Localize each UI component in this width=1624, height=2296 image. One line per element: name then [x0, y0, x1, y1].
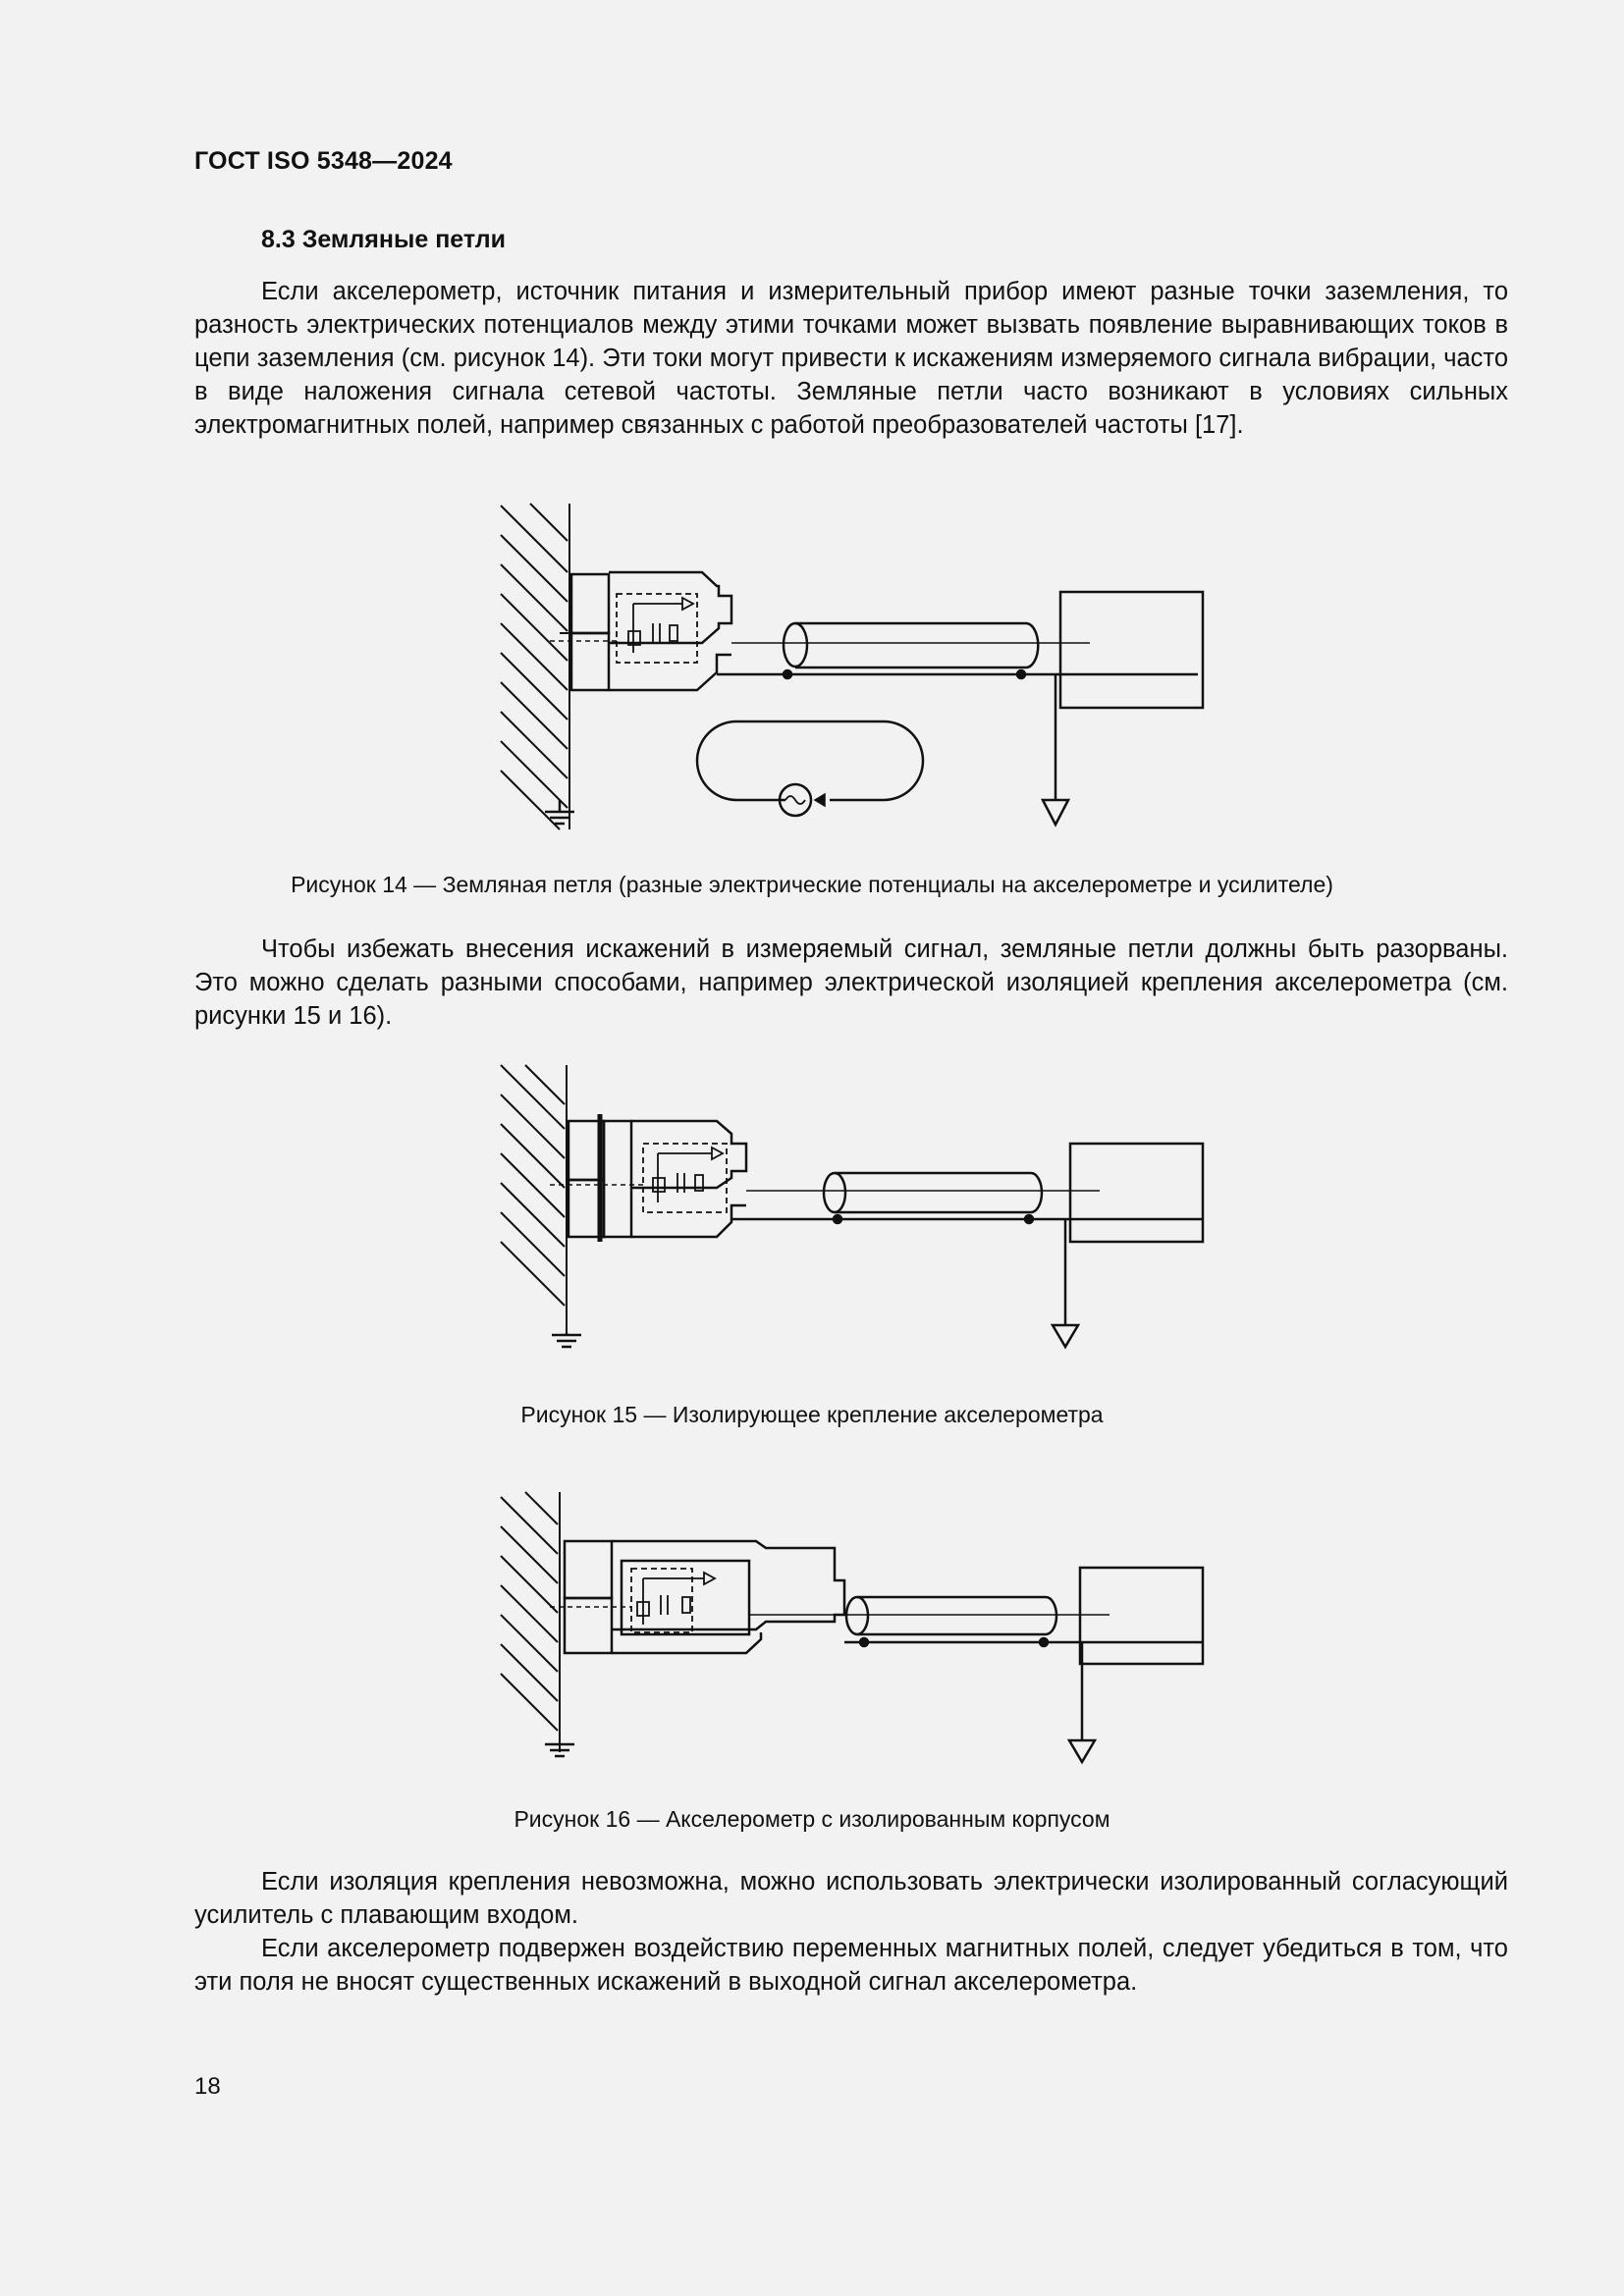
- wall-hatching: [501, 1065, 567, 1335]
- paragraph-1: Если акселерометр, источник питания и измерительный прибор имеют разные точки заземления, то разность электрических потенциалов между этими точками может вызвать появление выравнивающих токов в цепи заземления (см. рисунок 14). Эти токи могут привести к искажениям измеряемого сигнала вибрации, часто в виде наложения сигнала сетевой частоты. Земляные петли часто возникают в условиях сильных электромагнитных полей, например связанных с работой преобразователей частоты [17].: [194, 278, 1508, 439]
- amplifier-box: [1080, 1568, 1203, 1740]
- ground-symbol-right: [1043, 800, 1068, 825]
- ground-loop-path: [697, 721, 923, 816]
- paragraph-4: Если акселерометр подвержен воздействию переменных магнитных полей, следует убедиться в том, что эти поля не вносят существенных искажений в выходной сигнал акселерометра.: [194, 1935, 1508, 1996]
- amplifier-box: [1065, 1144, 1203, 1325]
- figure-15-insulating-mount-diagram: [496, 1060, 1213, 1355]
- cable: [717, 623, 1198, 678]
- insulating-mount: [568, 1114, 631, 1242]
- figure-14-ground-loop-diagram: [491, 496, 1218, 844]
- accelerometer-housing: [550, 1541, 844, 1653]
- figure-16-isolated-housing-diagram: [496, 1487, 1213, 1772]
- ground-symbol-right: [1053, 1325, 1078, 1347]
- figure-16-caption: Рисунок 16 — Акселерометр с изолированным корпусом: [514, 1806, 1110, 1832]
- paragraph-2: Чтобы избежать внесения искажений в измеряемый сигнал, земляные петли должны быть разорваны. Это можно сделать разными способами, например электрической изоляцией крепления акселерометра (см. рисунки 15 и 16).: [194, 935, 1508, 1030]
- figure-15-caption: Рисунок 15 — Изолирующее крепление акселерометра: [520, 1402, 1104, 1427]
- ground-symbol-left: [552, 1333, 581, 1347]
- wall-hatching: [501, 504, 569, 829]
- page-number: 18: [194, 2073, 221, 2100]
- accelerometer-body: [550, 572, 731, 690]
- figure-14-caption: Рисунок 14 — Земляная петля (разные электрические потенциалы на акселерометре и усилителе): [291, 872, 1333, 897]
- section-title: 8.3 Земляные петли: [261, 226, 507, 253]
- amplifier-box: [1056, 592, 1203, 800]
- paragraph-3: Если изоляция крепления невозможна, можно использовать электрически изолированный согласующий усилитель с плавающим входом.: [194, 1868, 1508, 1929]
- ground-symbol-right: [1069, 1740, 1095, 1762]
- document-header: ГОСТ ISO 5348—2024: [194, 147, 453, 175]
- wall-hatching: [501, 1492, 560, 1752]
- cable: [731, 1173, 1203, 1223]
